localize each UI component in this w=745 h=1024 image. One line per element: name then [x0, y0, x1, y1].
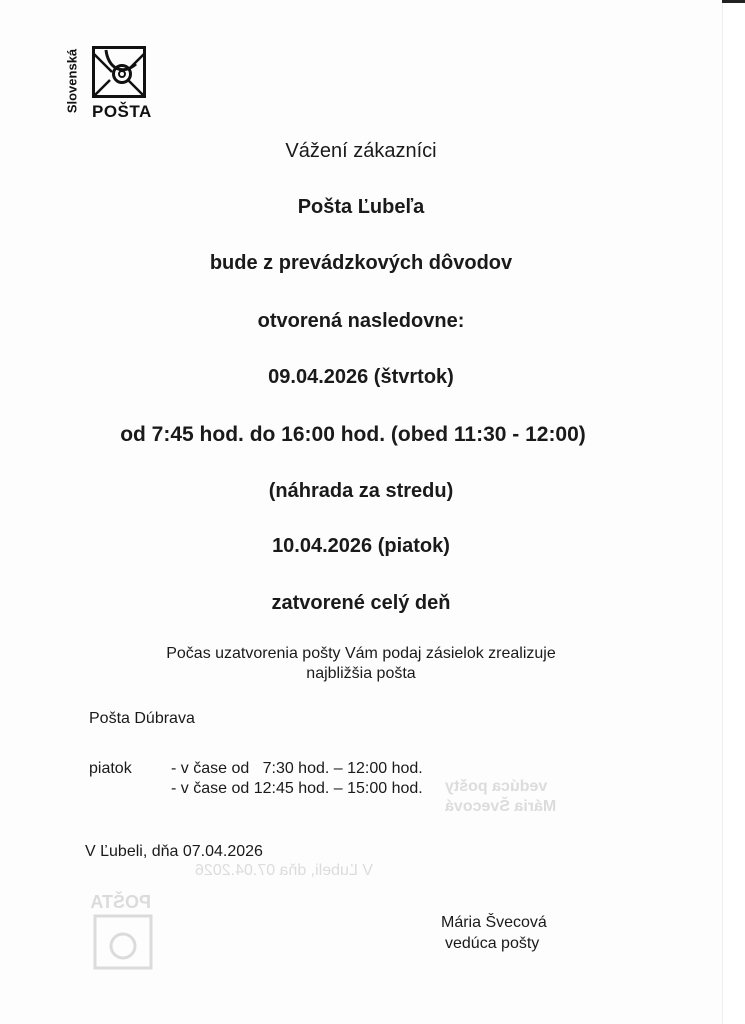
- scan-edge-shadow: [722, 0, 745, 3]
- scan-edge: [722, 0, 745, 1024]
- show-through-name: Mária Švecová: [445, 798, 557, 815]
- office-name: Pošta Ľubeľa: [297, 196, 425, 218]
- day2-status: zatvorené celý deň: [271, 592, 451, 614]
- greeting: Vážení zákazníci: [285, 140, 437, 162]
- logo-wordmark: POŠTA: [92, 102, 152, 121]
- slot-2: - v čase od 12:45 hod. – 15:00 hod.: [171, 780, 423, 797]
- reason-line: bude z prevádzkových dôvodov: [209, 252, 513, 274]
- show-through-place-date: V Ľubeli, dňa 07.04.2026: [195, 862, 373, 879]
- slot-1: - v čase od 7:30 hod. – 12:00 hod.: [171, 760, 423, 777]
- place-date: V Ľubeli, dňa 07.04.2026: [85, 843, 263, 860]
- info-line-1: Počas uzatvorenia pošty Vám podaj zásielok zrealizuje: [166, 645, 556, 662]
- intro-line: otvorená nasledovne:: [257, 310, 465, 332]
- show-through-logo-icon: [75, 888, 165, 974]
- day-label: piatok: [89, 760, 132, 777]
- alternative-office: Pošta Dúbrava: [89, 710, 195, 727]
- show-through-title: vedúca pošty: [445, 778, 548, 795]
- post-horn-envelope-icon: [92, 46, 146, 98]
- signatory-title: vedúca pošty: [445, 935, 540, 952]
- day1-hours: od 7:45 hod. do 16:00 hod. (obed 11:30 - 12:00): [120, 423, 586, 446]
- info-line-2: najbližšia pošta: [306, 665, 416, 682]
- svg-text:POŠTA: POŠTA: [90, 892, 151, 912]
- day1-date: 09.04.2026 (štvrtok): [268, 366, 454, 388]
- logo-vertical-text: Slovenská: [64, 48, 80, 114]
- slovenska-posta-logo: [64, 40, 170, 126]
- day2-date: 10.04.2026 (piatok): [272, 535, 450, 557]
- day1-note: (náhrada za stredu): [268, 480, 454, 502]
- signatory-name: Mária Švecová: [441, 914, 547, 931]
